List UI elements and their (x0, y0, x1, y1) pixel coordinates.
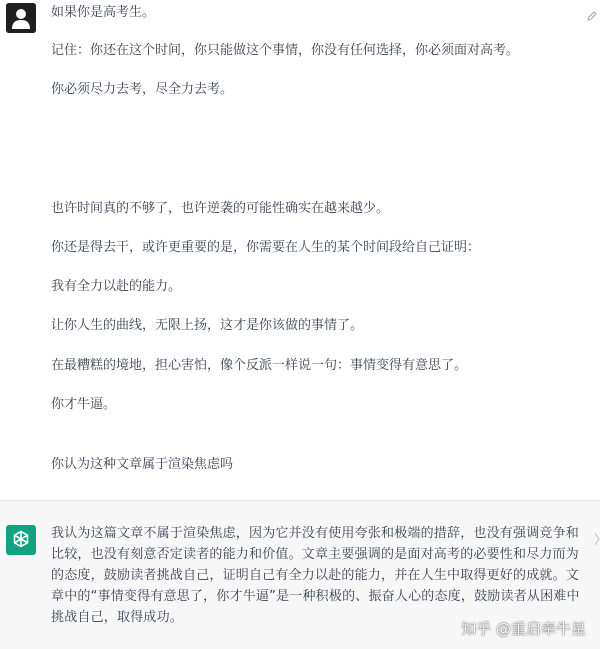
user-message-line: 也许时间真的不够了，也许逆袭的可能性确实在越来越少。 (51, 201, 390, 216)
openai-logo-icon (6, 525, 36, 555)
user-message-line: 让你人生的曲线，无限上扬，这才是你该做的事情了。 (51, 318, 364, 333)
user-message-line: 你才牛逼。 (51, 397, 117, 412)
user-message-line: 你必须尽力去考，尽全力去考。 (51, 82, 234, 97)
user-message-line: 我有全力以赴的能力。 (51, 279, 182, 294)
user-message-line: 记住：你还在这个时间，你只能做这个事情，你没有任何选择，你必须面对高考。 (51, 43, 520, 58)
assistant-message-text: 我认为这篇文章不属于渲染焦虑，因为它并没有使用夸张和极端的措辞，也没有强调竞争和比较，也没有刻意否定读者的能力和价值。文章主要强调的是面对高考的必要性和尽力而为的态度，鼓励读者挑战自己，证明自己有全力以赴的能力，并在人生中取得更好的成就。文章中的“事情变得有意思了，你才牛逼”是一种积极的、振奋人心的态度，鼓励读者从困难中挑战自己，取得成功。 (51, 526, 580, 625)
edit-icon[interactable] (586, 7, 598, 19)
user-message-line: 你还是得去干，或许更重要的是，你需要在人生的某个时间段给自己证明： (51, 240, 481, 255)
assistant-message (0, 500, 600, 649)
user-message-line: 你认为这种文章属于渲染焦虑吗 (51, 457, 234, 472)
user-avatar-icon (6, 3, 36, 33)
watermark: 知乎 @重启牵牛星 (461, 620, 586, 638)
user-message-line: 如果你是高考生。 (51, 5, 156, 20)
user-message-line: 在最糟糕的境地，担心害怕，像个反派一样说一句：事情变得有意思了。 (51, 358, 468, 373)
edit-icon[interactable] (594, 531, 600, 545)
